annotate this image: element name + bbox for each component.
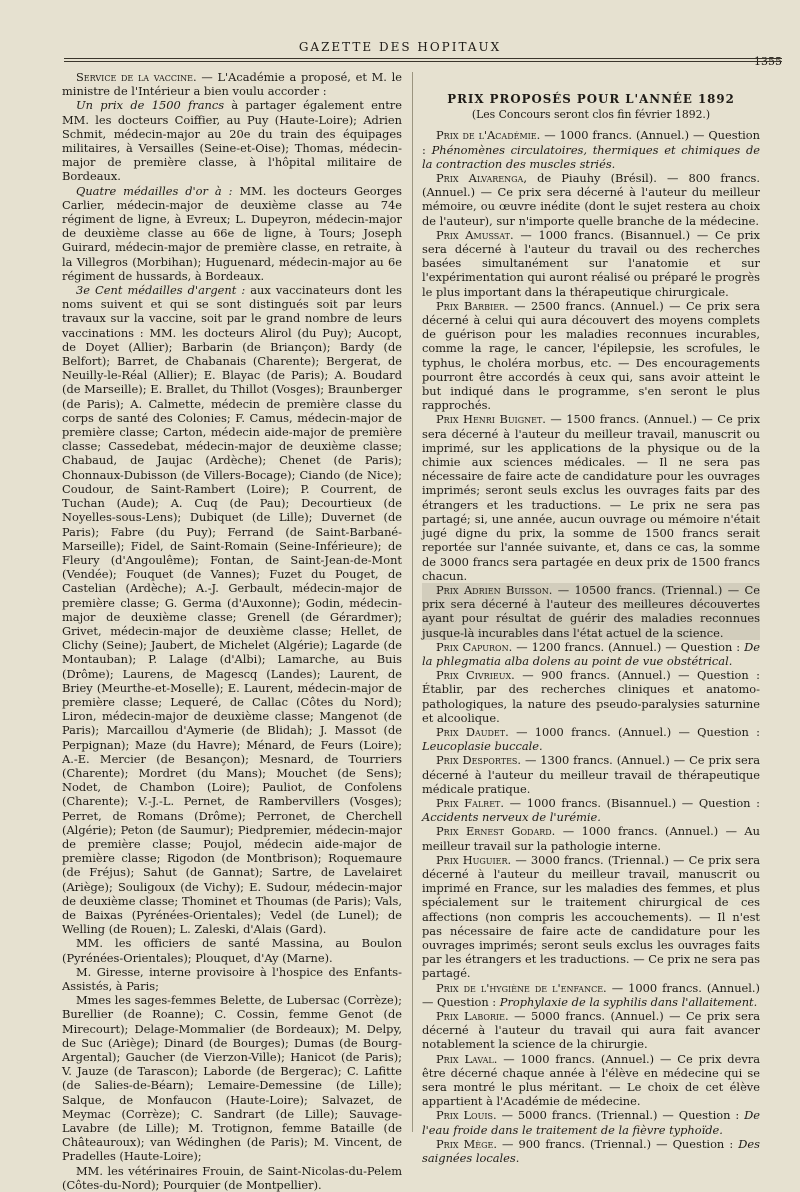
silver-medals bbox=[62, 283, 402, 936]
prize-name: Prix Adrien Buisson. bbox=[436, 582, 553, 597]
prize-text: — 5000 francs. (Triennal.) — Question : bbox=[501, 1108, 740, 1123]
paragraph-text: — L'Académie a proposé, et M. le ministre de l'Intérieur a bien voulu accorder : bbox=[62, 70, 403, 99]
prize-name: Prix Desportes. bbox=[436, 753, 522, 768]
prize-1500 bbox=[62, 98, 402, 183]
gold-medals bbox=[62, 184, 402, 283]
prize-name: Prix Falret. bbox=[436, 795, 505, 810]
prize-question: Des saignées locales. bbox=[422, 1136, 760, 1166]
prize-name: Prix Daudet. bbox=[436, 724, 509, 739]
prize-text: — 1000 francs. (Annuel.) — Question : bbox=[516, 724, 761, 739]
paragraph-text: MM. les docteurs Georges Carlier, médecin-major de deuxième classe au 74e régiment de ligne, à Evreux; L. Dupeyron, médecin-major de deuxième classe au 66e de ligne, à Tours; Joseph Guirard, médecin-major de première classe, en retraite, à la Villegros (Morbihan); Huguenard, médecin-major au 6e régiment de hussards, à Bordeaux. bbox=[62, 183, 402, 283]
prize-entry bbox=[422, 668, 760, 725]
prize-name: Prix Laval. bbox=[436, 1051, 498, 1066]
prize-entry bbox=[422, 824, 760, 852]
veterinarians: MM. les vétérinaires Frouin, de Saint-Nicolas-du-Pelem (Côtes-du-Nord); Pourquier (de Montpellier). bbox=[62, 1163, 402, 1192]
prize-name: Prix Capuron. bbox=[436, 639, 513, 654]
paragraph-text: à partager également entre MM. les docteurs Coiffier, au Puy (Haute-Loire); Adrien Schmit, médecin-major au 20e du train des équipages militaires, à Versailles (Seine-et-Oise); Thomas, médecin-major de première classe, à l'hôpital militaire de Bordeaux. bbox=[62, 98, 402, 184]
prize-text: — 900 francs. (Triennal.) — Question : bbox=[502, 1136, 734, 1151]
prize-name: Prix Louis. bbox=[436, 1108, 497, 1123]
prize-text: — 1000 francs. (Annuel.) — Ce prix devra être décerné chaque année à l'élève en médecine qui se sera montré le plus méritant. — Le choix de cet élève appartient à l'Académie de médecine. bbox=[422, 1051, 760, 1109]
prize-text: — 2500 francs. (Annuel.) — Ce prix sera décerné à celui qui aura découvert des moyens complets de guérison pour les maladies reconnues incurables, comme la rage, le cancer, l'épilepsie, les scrofules, le typhus, le choléra morbus, etc. — Des encouragements pourront être accordés à ceux qui, sans avoir atteint le but indiqué dans le programme, s'en seront le plus rapprochés. bbox=[422, 298, 760, 413]
midwives: Mmes les sages-femmes Belette, de Lubersac (Corrèze); Burellier (de Roanne); C. Cossin, femme Genot (de Mirecourt); Delage-Mommalier (de Bordeaux); M. Delpy, de Suc (Ariège); Dinard (de Bourges); Dumas (de Bourg-Argental); Gaucher (de Vierzon-Ville); Hanicot (de Paris); V. Jauze (de Tarascon); Laborde (de Bergerac); C. Lafitte (de Salies-de-Béarn); Lemaire-Demessine (de Lille); Salque, de Monfaucon (Haute-Loire); Salvazet, de Meymac (Corrèze); C. Sandrart (de Lille); Sauvage-Lavabre (de Lille); M. Trotignon, femme Bataille (de Châteauroux); van Wédinghen (de Paris); M. Vincent, de Pradelles (Haute-Loire); bbox=[62, 993, 402, 1164]
right-column bbox=[422, 70, 760, 1165]
prize-text: — 3000 francs. (Triennal.) — Ce prix sera décerné à l'auteur du meilleur travail, manuscrit ou imprimé en France, sur les maladies des femmes, et plus spécialement sur le traitement chirurgical de ces affections (non compris les accouchements). — Il n'est pas nécessaire de faire acte de candidature pour les ouvrages imprimés; seront seuls exclus les ouvrages faits par les étrangers et les traductions. — Ce prix ne sera pas partagé. bbox=[422, 852, 761, 981]
column-divider bbox=[412, 72, 413, 1132]
prize-entry bbox=[422, 981, 760, 1009]
health-officers: MM. les officiers de santé Massina, au Boulon (Pyrénées-Orientales); Plouquet, d'Ay (Marne). bbox=[62, 936, 402, 965]
prize-entry bbox=[422, 128, 760, 171]
prize-question: Accidents nerveux de l'urémie. bbox=[422, 810, 601, 825]
prize-text: — 1000 francs. (Annuel.) — Question : bbox=[422, 128, 760, 157]
intern-entry: M. Giresse, interne provisoire à l'hospice des Enfants-Assistés, à Paris; bbox=[62, 964, 402, 993]
prize-name: Prix Huguier. bbox=[436, 852, 512, 867]
section-label: Service de la vaccine. bbox=[76, 70, 197, 84]
prize-name: Prix Barbier. bbox=[436, 298, 509, 313]
prize-text: — 1000 francs. (Bisannuel.) — Ce prix sera décerné à l'auteur du travail ou des recherches basées simultanément sur l'anatomie et sur l'expérimentation qui auront réalisé ou préparé le progrès le plus important dans la thérapeutique chirurgicale. bbox=[422, 227, 760, 299]
prize-entry bbox=[422, 640, 760, 668]
header-rule bbox=[64, 58, 782, 59]
prize-entry bbox=[422, 171, 760, 228]
prize-name: Prix Mège. bbox=[436, 1136, 497, 1151]
prize-name: Prix de l'Académie. bbox=[436, 128, 541, 143]
vaccine-intro bbox=[62, 70, 402, 98]
prize-entry bbox=[422, 1009, 760, 1052]
prize-entry bbox=[422, 299, 760, 413]
prize-name: Prix de l'hygiène de l'enfance. bbox=[436, 980, 607, 995]
prize-entry bbox=[422, 753, 760, 796]
prize-entry bbox=[422, 1052, 760, 1109]
paragraph-label: Un prix de 1500 francs bbox=[76, 98, 225, 113]
prize-question: Prophylaxie de la syphilis dans l'allaitement. bbox=[499, 994, 758, 1009]
prize-entry bbox=[422, 853, 760, 981]
section-subtitle: (Les Concours seront clos fin février 1892.) bbox=[471, 108, 711, 122]
prize-entry bbox=[422, 796, 760, 824]
prize-name: Prix Laborie. bbox=[436, 1009, 509, 1023]
prize-text: — 900 francs. (Annuel.) — Question : Établir, par des recherches cliniques et anatomo-pathologiques, la nature des pseudo-paralysies saturnine et alcoolique. bbox=[422, 668, 761, 725]
paragraph-text: aux vaccinateurs dont les noms suivent et qui se sont distingués soit par leurs travaux sur la vaccine, soit par le grand nombre de leurs vaccinations : MM. les docteurs Alirol (du Puy); Aucopt, de Doyet (Allier); Barbarin (de Briançon); Bardy (de Belfort); Barret, de Chabanais (Charente); Bergerat, de Neuilly-le-Réal (Allier); E. Blayac (de Paris); A. Boudard (de Marseille); E. Brallet, du Thillot (Vosges); Braunberger (de Paris); A. Calmette, médecin de première classe du corps de santé des Colonies; F. Camus, médecin-major de première classe; Carton, médecin aide-major de première classe; Cassedebat, médecin-major de deuxième classe; Chabaud, de Jaujac (Ardèche); Chenet (de Paris); Chonnaux-Dubisson (de Villers-Bocage); Ciando (de Nice); Coudour, de Saint-Rambert (Loire); P. Courrent, de Tuchan (Aude); A. Cuq (de Pau); Decourtieux (de Noyelles-sous-Lens); Dubiquet (de Lille); Duvernet (de Paris); Fabre (du Puy); Ferrand (de Saint-Barbané-Marseille); Fidel, de Saint-Romain (Seine-Inférieure); de Fleury (d'Angoulême); Fontan, de Saint-Jean-de-Mont (Vendée); Fouquet (de Vannes); Fuzet du Pouget, de Castelian (Ardèche); A.-J. Gerbault, médecin-major de première classe; G. Germa (d'Auxonne); Godin, médecin-major de deuxième classe; Grenell (de Gérardmer); Grivet, médecin-major de deuxième classe; Hellet, de Clichy (Seine); Jaubert, de Michelet (Algérie); Lagarde (de Montauban); P. Lalage (d'Albi); Lamarche, au Buis (Drôme); Laurens, de Magescq (Landes); Laurent, de Briey (Meurthe-et-Moselle); E. Laurent, médecin-major de première classe; Lequeré, de Callac (Côtes du Nord); Liron, médecin-major de deuxième classe; Mangenot (de Paris); Marcaillou d'Aymerie (de Blidah); J. Massot (de Perpignan); Maze (du Havre); Ménard, de Feurs (Loire); A.-E. Mercier (de Besançon); Mesnard, de Tourriers (Charente); Mordret (du Mans); Mouchet (de Sens); Nodet, de Chambon (Loire); Pauliot, de Confolens (Charente); V.-J.-L. Pernet, de Rambervillers (Vosges); Perret, de Romans (Drôme); Perronet, de Cherchell (Algérie); Peton (de Saumur); Piedpremier, médecin-major de première classe; Poujol, médecin aide-major de première classe; Rigodon (de Montbrison); Roquemaure (de Fréjus); Sahut (de Gannat); Sartre, de Lavelairet (Ariège); Souligoux (de Vichy); E. Sudour, médecin-major de deuxième classe; Thominet et Thoumas (de Paris); Vals, de Baixas (Pyrénées-Orientales); Vedel (de Lunel); de Welling (de Rouen); L. Zaleski, d'Alais (Gard). bbox=[62, 283, 402, 937]
prize-text: — 10500 francs. (Triennal.) — Ce prix sera décerné à l'auteur des meilleures découvertes ayant pour résultat de guérir des maladies reconnues jusque-là incurables dans l'état actuel de la science. bbox=[422, 582, 760, 640]
prize-text: — 1000 francs. (Bisannuel.) — Question : bbox=[509, 795, 761, 810]
prize-entry bbox=[422, 1108, 760, 1136]
prize-text: — 1500 francs. (Annuel.) — Ce prix sera décerné à l'auteur du meilleur travail, manuscrit ou imprimé, sur les applications de la physique ou de la chimie aux sciences médicales. — Il ne sera pas nécessaire de faire acte de candidature pour les ouvrages imprimés; seront seuls exclus les ouvrages faits par des étrangers et les traductions. — Le prix ne sera pas partagé; si, une année, aucun ouvrage ou mémoire n'était jugé digne du prix, la somme de 1500 francs serait reportée sur l'année suivante, et, dans ce cas, la somme de 3000 francs sera partagée en deux prix de 1500 francs chacun. bbox=[422, 412, 761, 583]
prize-text: — 5000 francs. (Annuel.) — Ce prix sera décerné à l'auteur du travail qui aura fait avancer notablement la science de la chirurgie. bbox=[422, 1009, 760, 1052]
prize-question: Phénomènes circulatoires, thermiques et chimiques de la contraction des muscles striés. bbox=[422, 142, 760, 171]
prize-name: Prix Civrieux. bbox=[436, 668, 515, 683]
prize-name: Prix Ernest Godard. bbox=[436, 824, 556, 839]
section-title: PRIX PROPOSÉS POUR L'ANNÉE 1892 bbox=[447, 92, 735, 106]
running-head: GAZETTE DES HOPITAUX bbox=[298, 40, 502, 54]
prize-text: — 1200 francs. (Annuel.) — Question : bbox=[516, 639, 741, 654]
prize-name: Prix Alvarenga, bbox=[436, 171, 527, 186]
paragraph-label: Quatre médailles d'or à : bbox=[76, 183, 233, 198]
paragraph-label: 3e Cent médailles d'argent : bbox=[76, 283, 246, 298]
prize-name: Prix Henri Buignet. bbox=[436, 412, 546, 427]
prize-entry bbox=[422, 1137, 760, 1165]
prize-list bbox=[422, 128, 760, 1165]
prize-entry bbox=[422, 228, 760, 299]
prize-name: Prix Amussat. bbox=[436, 227, 514, 242]
prize-question: Leucoplasie buccale. bbox=[422, 739, 543, 754]
prize-text: — 1300 francs. (Annuel.) — Ce prix sera décerné à l'auteur du meilleur travail de thérapeutique médicale pratique. bbox=[422, 753, 761, 796]
prize-text: — 1000 francs. (Annuel.) — Question : bbox=[422, 980, 760, 1009]
prize-text: de Piauhy (Brésil). — 800 francs. (Annuel.) — Ce prix sera décerné à l'auteur du meilleur mémoire, ou œuvre inédite (dont le sujet restera au choix de l'auteur), sur n'importe quelle branche de la médecine. bbox=[422, 171, 760, 228]
prize-question: De l'eau froide dans le traitement de la fièvre typhoïde. bbox=[422, 1108, 761, 1137]
prize-entry bbox=[422, 725, 760, 753]
prize-question: De la phlegmatia alba dolens au point de vue obstétrical. bbox=[422, 639, 760, 668]
prize-entry bbox=[422, 412, 760, 582]
prize-entry bbox=[422, 583, 760, 640]
left-column bbox=[62, 70, 402, 1192]
page-number: 1355 bbox=[754, 55, 782, 68]
header-rule-double bbox=[64, 61, 782, 62]
prize-text: — 1000 francs. (Annuel.) — Au meilleur travail sur la pathologie interne. bbox=[422, 824, 760, 853]
